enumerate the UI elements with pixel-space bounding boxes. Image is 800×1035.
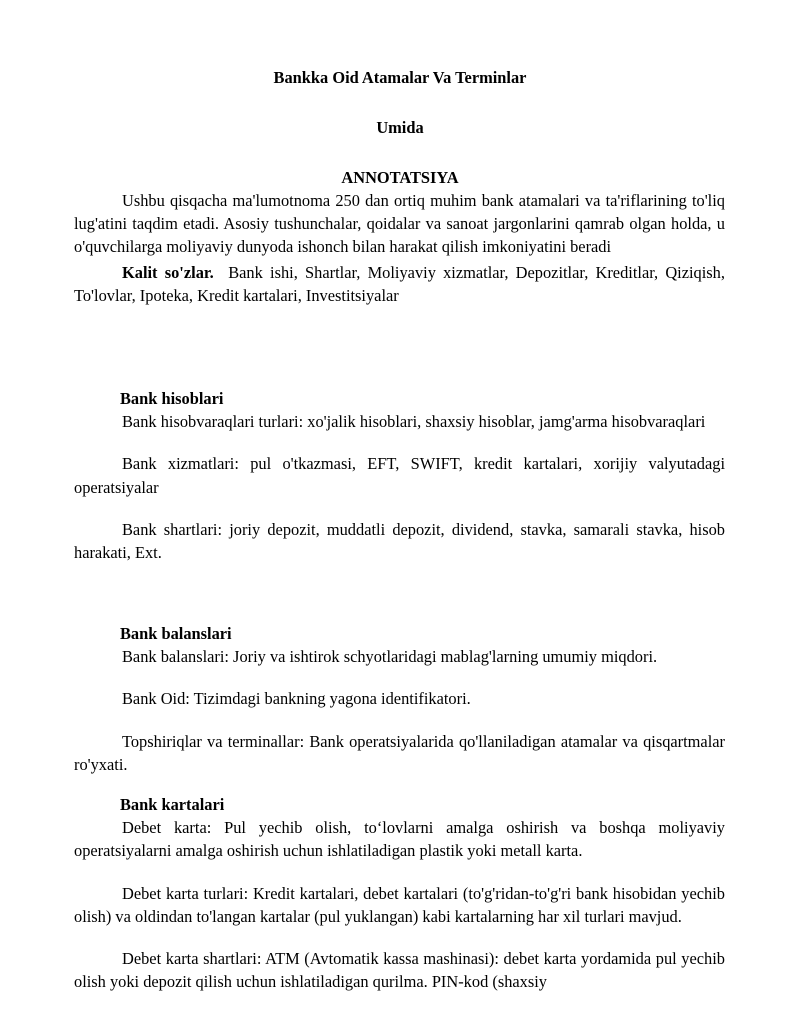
- section-bank-kartalari: [74, 793, 725, 993]
- section-heading: Bank kartalari: [120, 795, 225, 814]
- section-heading: Bank balanslari: [120, 624, 232, 643]
- paragraph: Bank hisobvaraqlari turlari: xo'jalik hisoblari, shaxsiy hisoblar, jamg'arma hisobvaraqlari: [122, 412, 706, 432]
- paragraph: Debet karta shartlari: ATM (Avtomatik kassa mashinasi): debet karta yordamida pul yechib olish yoki depozit qilish uchun ishlatiladigan qurilma. PIN-kod (shaxsiy: [74, 949, 725, 992]
- paragraph: Debet karta: Pul yechib olish, to‘lovlarni amalga oshirish va boshqa moliyaviy operatsiyalarni amalga oshirish uchun ishlatiladigan plastik yoki metall karta.: [74, 818, 725, 861]
- paragraph: Bank Oid: Tizimdagi bankning yagona identifikatori.: [122, 689, 471, 709]
- paragraph: Debet karta turlari: Kredit kartalari, debet kartalari (to'g'ridan-to'g'ri bank hisobidan yechib olish) va oldindan to'langan kartalar (pul yuklangan) kabi kartalarning har xil turlari mavjud.: [74, 883, 725, 926]
- abstract-block: [74, 189, 725, 307]
- section-heading: Bank hisoblari: [120, 389, 224, 408]
- abstract-heading: ANNOTATSIYA: [341, 168, 459, 187]
- paragraph: Bank shartlari: joriy depozit, muddatli depozit, dividend, stavka, samarali stavka, hisob harakati, Ext.: [74, 519, 725, 563]
- keywords-text: Bank ishi, Shartlar, Moliyaviy xizmatlar, Depozitlar, Kreditlar, Qiziqish, To'lovlar, Ipoteka, Kredit kartalari, Investitsiyalar: [74, 262, 725, 305]
- keywords-label: Kalit so'zlar.: [122, 262, 214, 282]
- paragraph: Bank balanslari: Joriy va ishtirok schyotlaridagi mablag'larning umumiy miqdori.: [122, 647, 658, 667]
- keywords-paragraph: [74, 261, 725, 307]
- section-bank-balanslari: [74, 622, 725, 776]
- document-title: Bankka Oid Atamalar Va Terminlar: [273, 68, 527, 87]
- paragraph: Bank xizmatlari: pul o'tkazmasi, EFT, SWIFT, kredit kartalari, xorijiy valyutadagi operatsiyalar: [74, 454, 725, 497]
- abstract-text: Ushbu qisqacha ma'lumotnoma 250 dan ortiq muhim bank atamalari va ta'riflarining to'liq lug'atini taqdim etadi. Asosiy tushunchalar, qoidalar va sanoat jargonlarini qamrab olgan holda, u o'quvchilarga moliyaviy dunyoda ishonch bilan harakat qilish imkoniyatini beradi: [74, 191, 725, 257]
- section-bank-hisoblari: [74, 387, 725, 564]
- paragraph: Topshiriqlar va terminallar: Bank operatsiyalarida qo'llaniladigan atamalar va qisqartmalar ro'yxati.: [74, 731, 725, 774]
- author-name: Umida: [376, 118, 424, 137]
